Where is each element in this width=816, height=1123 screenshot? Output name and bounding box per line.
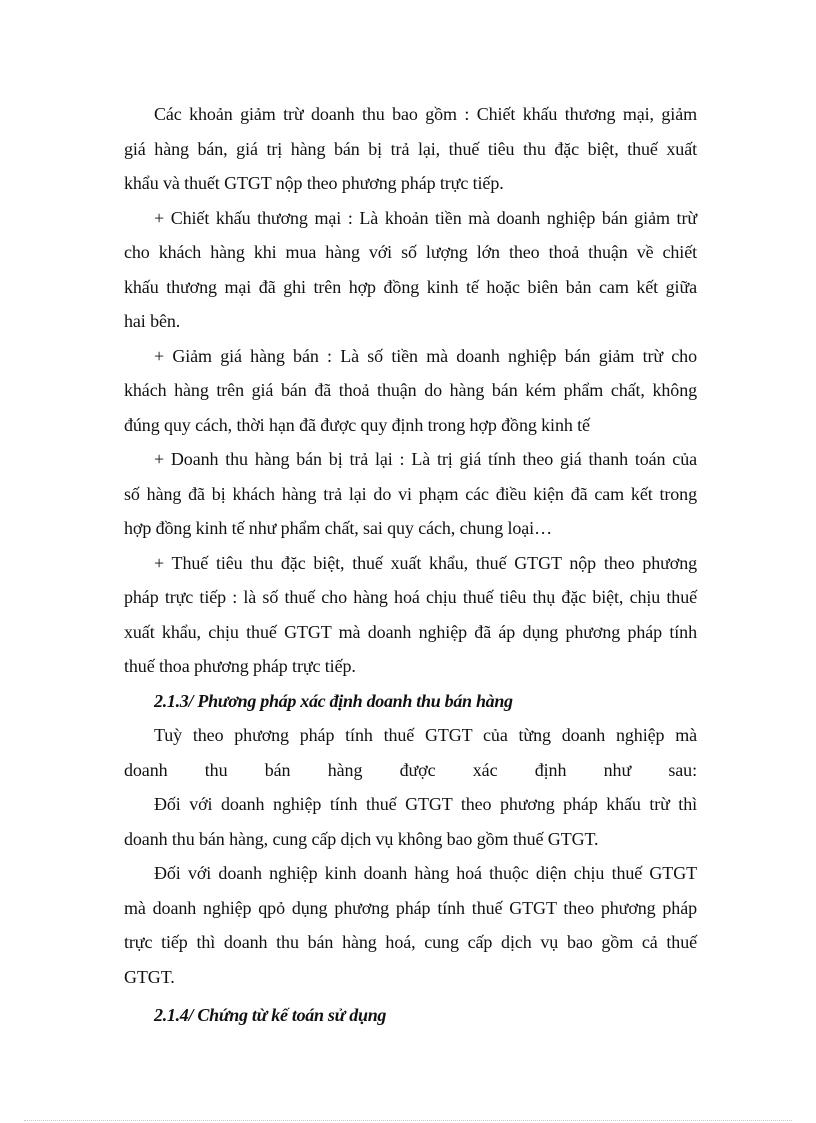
text-line: trực tiếp thì doanh thu bán hàng hoá, cung cấp dịch vụ bao gồm cả thuế: [124, 932, 697, 952]
text-line: pháp trực tiếp : là số thuế cho hàng hoá chịu thuế tiêu thụ đặc biệt, chịu thuế: [124, 587, 697, 607]
text-line: khách hàng trên giá bán đã thoả thuận do hàng bán kém phẩm chất, không: [124, 380, 697, 400]
text-line: đúng quy cách, thời hạn đã được quy định trong hợp đồng kinh tế: [124, 414, 590, 435]
paragraph-special-taxes: [124, 546, 697, 684]
paragraph-deduction-method: [124, 787, 697, 856]
text-line: doanh thu bán hàng được xác định như sau:: [124, 759, 697, 780]
document-page: [124, 97, 697, 1033]
text-line: + Thuế tiêu thu đặc biệt, thuế xuất khẩu, thuế GTGT nộp theo phương: [154, 552, 697, 573]
text-line: xuất khẩu, chịu thuế GTGT mà doanh nghiệp đã áp dụng phương pháp tính: [124, 621, 697, 642]
text-line: + Chiết khấu thương mại : Là khoản tiền mà doanh nghiệp bán giảm trừ: [154, 207, 697, 228]
text-line: Các khoản giảm trừ doanh thu bao gồm : Chiết khấu thương mại, giảm: [154, 104, 697, 124]
text-line: giá hàng bán, giá trị hàng bán bị trả lại, thuế tiêu thu đặc biệt, thuế xuất: [124, 138, 697, 159]
text-line: doanh thu bán hàng, cung cấp dịch vụ không bao gồm thuế GTGT.: [124, 828, 599, 849]
text-line: hợp đồng kinh tế như phẩm chất, sai quy cách, chung loại…: [124, 518, 552, 538]
page-bottom-divider: [24, 1120, 792, 1121]
text-line: hai bên.: [124, 311, 181, 331]
paragraph-direct-method: [124, 856, 697, 994]
text-line: Đối với doanh nghiệp tính thuế GTGT theo phương pháp khấu trừ thì: [154, 794, 697, 814]
text-line: Tuỳ theo phương pháp tính thuế GTGT của từng doanh nghiệp mà: [154, 725, 697, 745]
text-line: Đối với doanh nghiệp kinh doanh hàng hoá thuộc diện chịu thuế GTGT: [154, 863, 697, 883]
section-heading-revenue-method: 2.1.3/ Phương pháp xác định doanh thu bán hàng: [154, 690, 513, 711]
text-line: khấu thương mại đã ghi trên hợp đồng kinh tế hoặc biên bản cam kết giữa: [124, 276, 697, 297]
text-line: + Doanh thu hàng bán bị trả lại : Là trị giá tính theo giá thanh toán của: [154, 449, 697, 469]
paragraph-deductions-intro: [124, 97, 697, 201]
paragraph-sales-returns: [124, 442, 697, 546]
text-line: GTGT.: [124, 966, 175, 987]
paragraph-revenue-method-intro: [124, 718, 697, 787]
paragraph-trade-discount: [124, 201, 697, 339]
text-line: cho khách hàng khi mua hàng với số lượng lớn theo thoả thuận về chiết: [124, 242, 697, 262]
text-line: thuế thoa phương pháp trực tiếp.: [124, 656, 356, 676]
paragraph-sales-allowance: [124, 339, 697, 443]
text-line: + Giảm giá hàng bán : Là số tiền mà doanh nghiệp bán giảm trừ cho: [154, 345, 697, 366]
section-heading-accounting-documents: 2.1.4/ Chứng từ kế toán sử dụng: [154, 1005, 387, 1025]
text-line: mà doanh nghiệp qpỏ dụng phương pháp tính thuế GTGT theo phương pháp: [124, 897, 697, 918]
text-line: khẩu và thuết GTGT nộp theo phương pháp trực tiếp.: [124, 173, 504, 193]
text-line: số hàng đã bị khách hàng trả lại do vi phạm các điều kiện đã cam kết trong: [124, 483, 697, 504]
